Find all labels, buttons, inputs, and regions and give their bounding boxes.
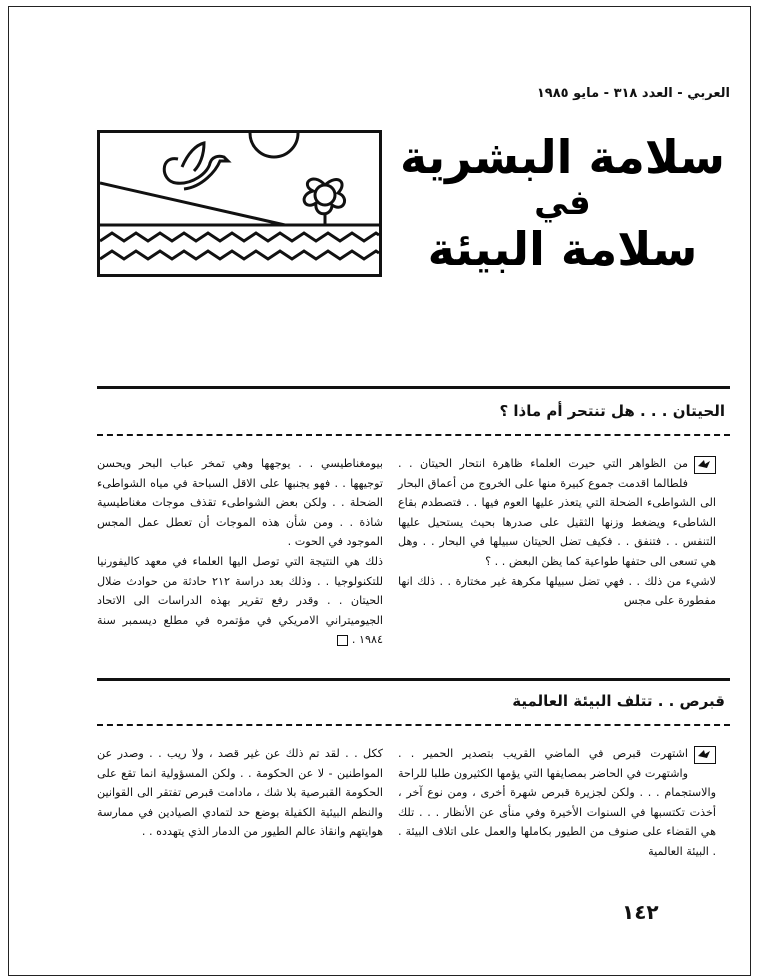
flower-icon bbox=[304, 179, 344, 225]
headline-line-2: في bbox=[534, 183, 591, 223]
section-1-left-column bbox=[97, 454, 383, 650]
page-number: ١٤٢ bbox=[622, 900, 659, 924]
end-mark-icon bbox=[337, 635, 348, 646]
wave-1 bbox=[100, 233, 379, 241]
section-2-right-column bbox=[398, 744, 716, 862]
section-2-top-rule bbox=[97, 678, 730, 681]
bird-marker-icon bbox=[694, 456, 716, 474]
bird-marker-icon bbox=[694, 746, 716, 764]
section-1-left-para-1: بيومغناطيسي . . يوجهها وهي تمخر عباب البحر ويحسن توجيهها . . فهو يجنبها على الاقل السباحة في مياه الشواطىء الضحلة . . ولكن بعض الشواطىء تقذف موجات مغناطيسية شاذة . . ومن شأن هذه الموجات أن تعطل عمل المجس الموجود في الحوت . bbox=[97, 457, 383, 549]
section-1-right-para-2: لاشيء من ذلك . . فهي تضل سبيلها مكرهة غير مختارة . . ذلك انها مفطورة على مجس bbox=[398, 574, 716, 608]
header-illustration bbox=[97, 130, 382, 277]
hill-line bbox=[100, 183, 285, 225]
headline-line-3: سلامة البيئة bbox=[427, 222, 698, 276]
section-2-heading: قبرص . . تتلف البيئة العالمية bbox=[512, 692, 725, 710]
issue-line: العربي - العدد ٣١٨ - مايو ١٩٨٥ bbox=[536, 86, 730, 101]
section-2-left-para-1: ككل . . لقد تم ذلك عن غير قصد ، ولا ريب . . وصدر عن المواطنين - لا عن الحكومة . . ولكن المسؤولية انما تقع على الحكومة القبرصية بلا شك ، مادامت قبرص تفتقر الى القوانين والنظم البيئية الكفيلة بوضع حد لتمادي الصيادين في ممارسة هوايتهم وانقاذ عالم الطيور من الدمار الذي يتهدده . . bbox=[97, 747, 383, 839]
main-headline bbox=[395, 130, 730, 290]
section-1-right-column bbox=[398, 454, 716, 611]
bird-icon bbox=[164, 143, 228, 189]
section-2-right-para-1: اشتهرت قبرص في الماضي القريب بتصدير الحمير . . واشتهرت في الحاضر بمصايفها التي يؤمها الكثيرون طلبا للراحة والاستجمام . . . ولكن لجزيرة قبرص شهرة أخرى ، ومن نوع آخر ، أخذت تكتسبها في السنوات الأخيرة وفي منأى عن الأنظار . . . تلك هي القضاء على صنوف من الطيور بكاملها والعمل على اتلاف البيئة . . البيئة العالمية bbox=[398, 747, 716, 858]
landscape-drawing bbox=[100, 133, 379, 274]
section-1-heading: الحيتان . . . هل تنتحر أم ماذا ؟ bbox=[499, 402, 725, 420]
section-1-left-para-2: ذلك هي النتيجة التي توصل اليها العلماء في معهد كاليفورنيا للتكنولوجيا . . وذلك بعد دراسة ٢١٢ حادثة من حوادث ضلال الحيتان . . وقدر رفع تقرير بهذه الدراسات الى الاتحاد الجيوميتراني الامريكي في مؤتمره في مطلع ديسمبر سنة ١٩٨٤ . bbox=[97, 554, 383, 647]
headline-line-1: سلامة البشرية bbox=[400, 130, 725, 184]
section-1-top-rule bbox=[97, 386, 730, 389]
section-1-dashed-rule bbox=[97, 434, 730, 436]
section-1-right-para-1: من الظواهر التي حيرت العلماء ظاهرة انتحار الحيتان . . فلطالما اقدمت جموع كبيرة منها على الخروج من أعماق البحار الى الشواطىء الضحلة التي يتعذر عليها العوم فيها . . فتصطدم بقاع الشاطىء ويضغط وزنها الثقيل على صدرها بحيث يستحيل عليها التنفس . . فتنفق . . فكيف تضل الحيتان سبيلها في البحار . . وهل هي تسعى الى حتفها طواعية كما يظن البعض . . ؟ bbox=[398, 457, 716, 568]
sun-icon bbox=[250, 133, 298, 157]
section-2-left-column bbox=[97, 744, 383, 842]
wave-2 bbox=[100, 251, 379, 259]
section-2-dashed-rule bbox=[97, 724, 730, 726]
